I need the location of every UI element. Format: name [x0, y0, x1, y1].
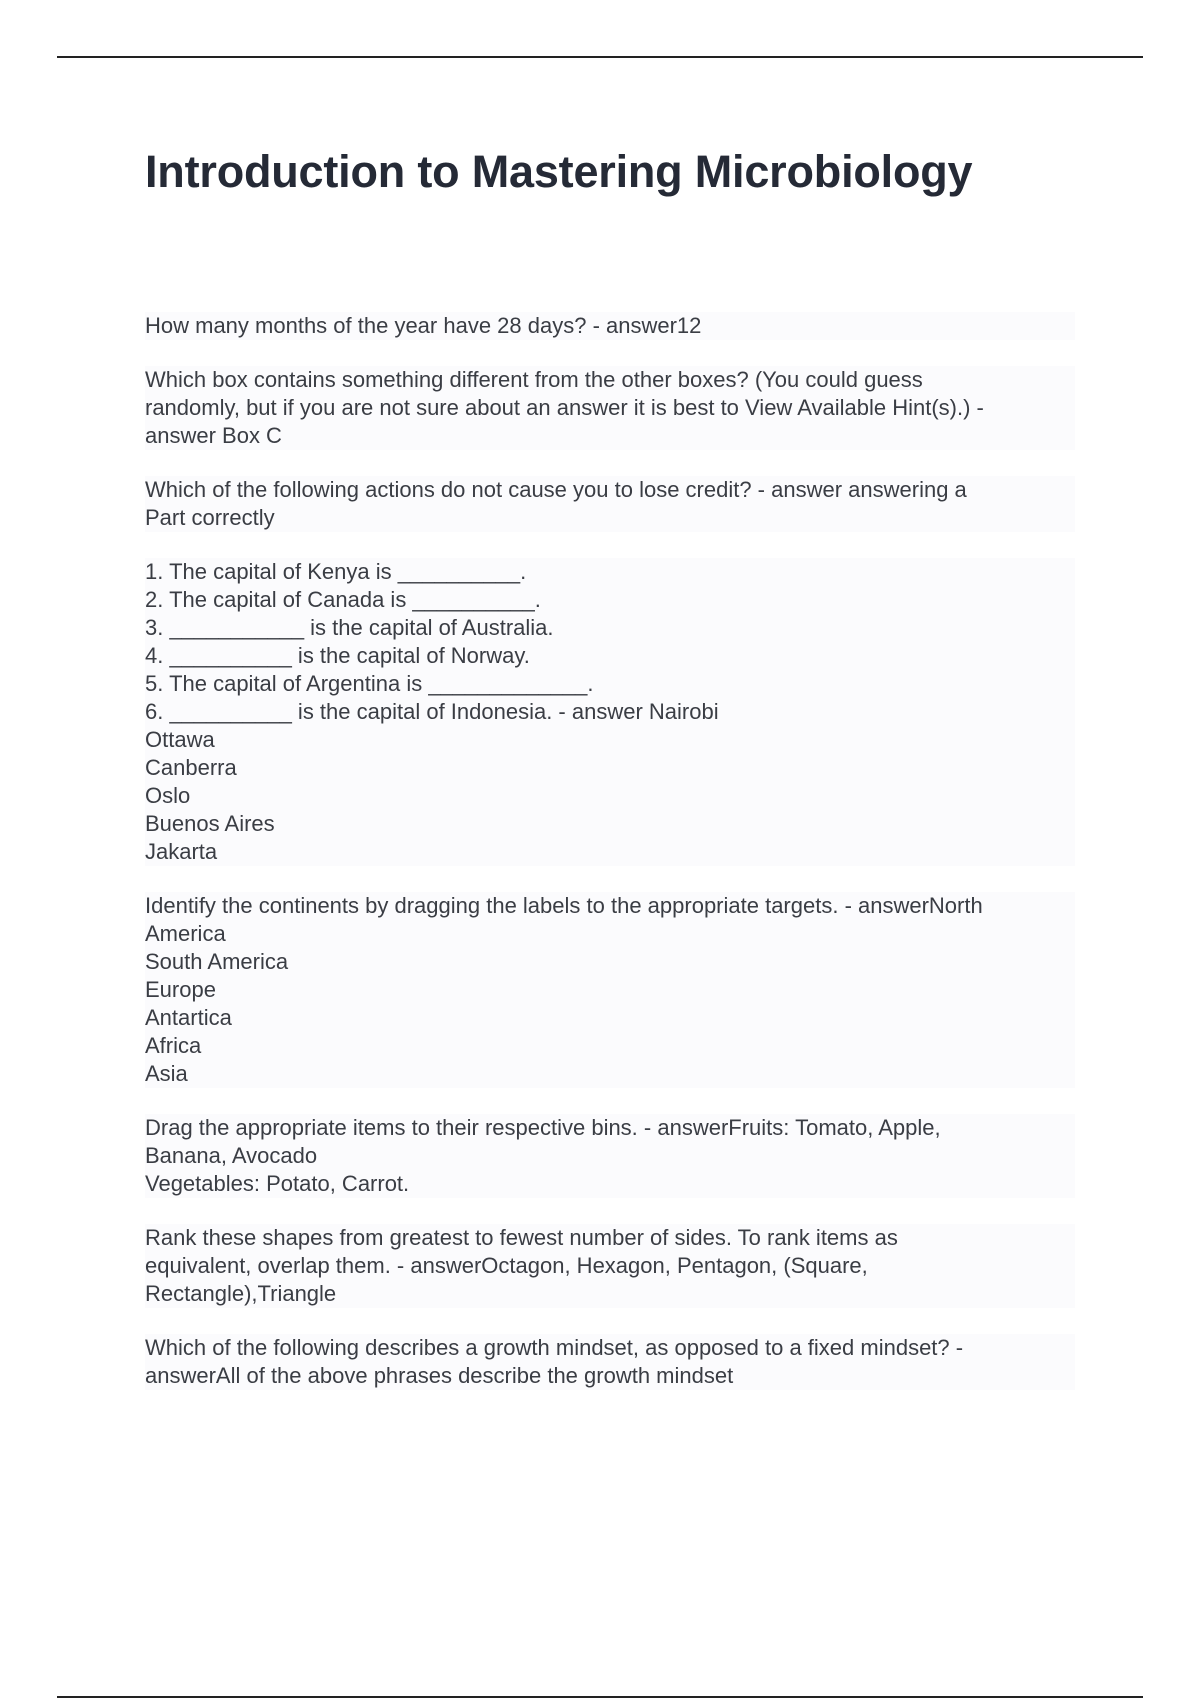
qa-line: Banana, Avocado — [145, 1143, 318, 1168]
qa-line: answerAll of the above phrases describe the growth mindset — [145, 1363, 734, 1388]
qa-line: answer Box C — [145, 423, 282, 448]
qa-item-bins — [145, 1114, 1075, 1198]
qa-line: How many months of the year have 28 days? - answer12 — [145, 313, 702, 338]
qa-line: Jakarta — [145, 839, 218, 864]
qa-item-months — [145, 312, 1075, 340]
qa-line: Ottawa — [145, 727, 215, 752]
page-title: Introduction to Mastering Microbiology — [145, 146, 973, 197]
qa-item-box — [145, 366, 1075, 450]
qa-line: Asia — [145, 1061, 188, 1086]
qa-line: randomly, but if you are not sure about an answer it is best to View Available Hint(s).) - — [145, 395, 984, 420]
qa-item-credit — [145, 476, 1075, 532]
qa-item-continents — [145, 892, 1075, 1088]
qa-line: Buenos Aires — [145, 811, 275, 836]
qa-line: Which box contains something different from the other boxes? (You could guess — [145, 367, 923, 392]
qa-line: Drag the appropriate items to their respective bins. - answerFruits: Tomato, Apple, — [145, 1115, 941, 1140]
qa-line: Africa — [145, 1033, 202, 1058]
top-rule — [57, 56, 1143, 58]
qa-line: 2. The capital of Canada is __________. — [145, 587, 541, 612]
qa-line: Which of the following actions do not cause you to lose credit? - answer answering a — [145, 477, 967, 502]
qa-line: Europe — [145, 977, 216, 1002]
qa-line: Antartica — [145, 1005, 232, 1030]
qa-line: Which of the following describes a growth mindset, as opposed to a fixed mindset? - — [145, 1335, 964, 1360]
qa-line: Vegetables: Potato, Carrot. — [145, 1171, 410, 1196]
qa-line: Identify the continents by dragging the labels to the appropriate targets. - answerNorth — [145, 893, 983, 918]
qa-line: 5. The capital of Argentina is _____________. — [145, 671, 594, 696]
bottom-rule — [57, 1696, 1143, 1698]
qa-line: Rank these shapes from greatest to fewest number of sides. To rank items as — [145, 1225, 898, 1250]
qa-line: America — [145, 921, 226, 946]
qa-line: Part correctly — [145, 505, 275, 530]
qa-line: Rectangle),Triangle — [145, 1281, 337, 1306]
qa-line: South America — [145, 949, 289, 974]
qa-line: 6. __________ is the capital of Indonesia. - answer Nairobi — [145, 699, 719, 724]
qa-line: Canberra — [145, 755, 237, 780]
qa-line: 1. The capital of Kenya is __________. — [145, 559, 527, 584]
qa-line: 4. __________ is the capital of Norway. — [145, 643, 530, 668]
qa-line: 3. ___________ is the capital of Australia. — [145, 615, 554, 640]
qa-item-capitals — [145, 558, 1075, 866]
qa-list — [145, 312, 1075, 1416]
qa-line: Oslo — [145, 783, 191, 808]
qa-item-mindset — [145, 1334, 1075, 1390]
qa-line: equivalent, overlap them. - answerOctagon, Hexagon, Pentagon, (Square, — [145, 1253, 868, 1278]
qa-item-shapes — [145, 1224, 1075, 1308]
